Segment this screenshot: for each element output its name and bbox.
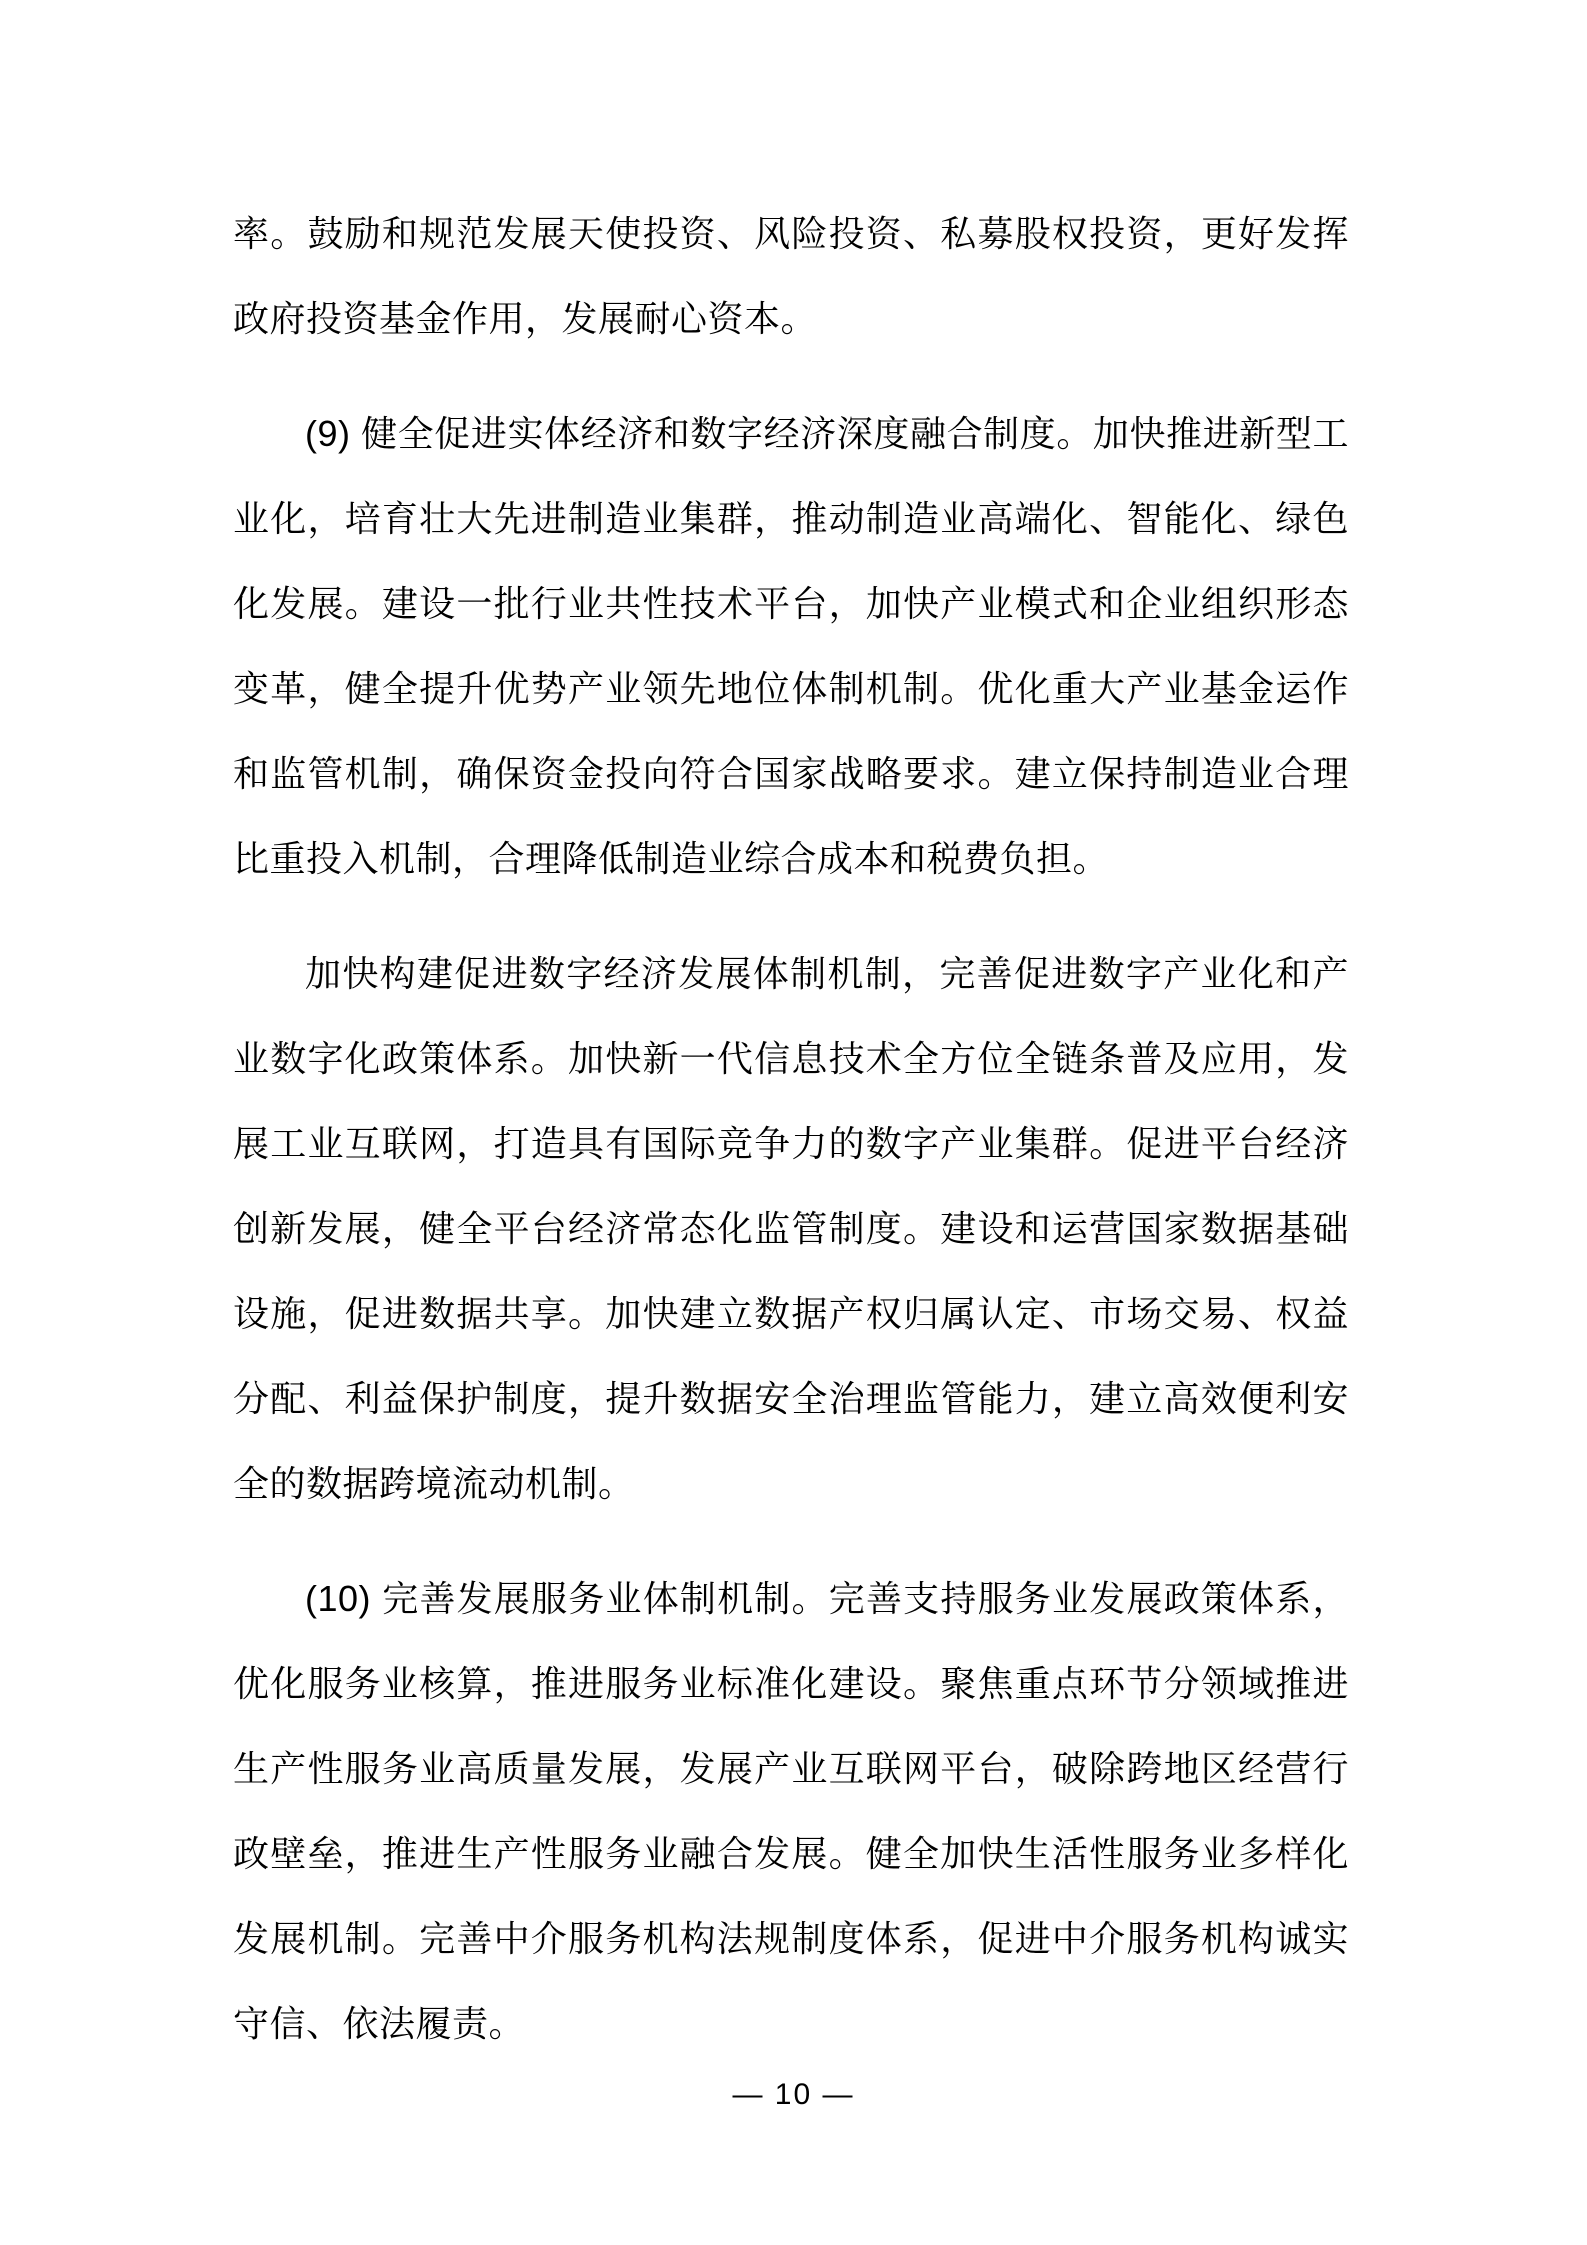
page-footer — [0, 2078, 1587, 2112]
paragraph-item-10: (10) 完善发展服务业体制机制。完善支持服务业发展政策体系，优化服务业核算，推进服务业标准化建设。聚焦重点环节分领域推进生产性服务业高质量发展，发展产业互联网平台，破除跨地区经营行政壁垒，推进生产性服务业融合发展。健全加快生活性服务业多样化发展机制。完善中介服务机构法规制度体系，促进中介服务机构诚实守信、依法履责。 — [233, 1578, 1349, 2044]
document-body — [233, 191, 1349, 2096]
page-number: — 10 — — [732, 2078, 855, 2111]
paragraph-item-9: (9) 健全促进实体经济和数字经济深度融合制度。加快推进新型工业化，培育壮大先进制造业集群，推动制造业高端化、智能化、绿色化发展。建设一批行业共性技术平台，加快产业模式和企业组织形态变革，健全提升优势产业领先地位体制机制。优化重大产业基金运作和监管机制，确保资金投向符合国家战略要求。建立保持制造业合理比重投入机制，合理降低制造业综合成本和税费负担。 — [233, 413, 1349, 879]
paragraph-continuation: 率。鼓励和规范发展天使投资、风险投资、私募股权投资，更好发挥政府投资基金作用，发展耐心资本。 — [233, 213, 1349, 339]
paragraph-digital-economy: 加快构建促进数字经济发展体制机制，完善促进数字产业化和产业数字化政策体系。加快新一代信息技术全方位全链条普及应用，发展工业互联网，打造具有国际竞争力的数字产业集群。促进平台经济创新发展，健全平台经济常态化监管制度。建设和运营国家数据基础设施，促进数据共享。加快建立数据产权归属认定、市场交易、权益分配、利益保护制度，提升数据安全治理监管能力，建立高效便利安全的数据跨境流动机制。 — [233, 953, 1349, 1504]
